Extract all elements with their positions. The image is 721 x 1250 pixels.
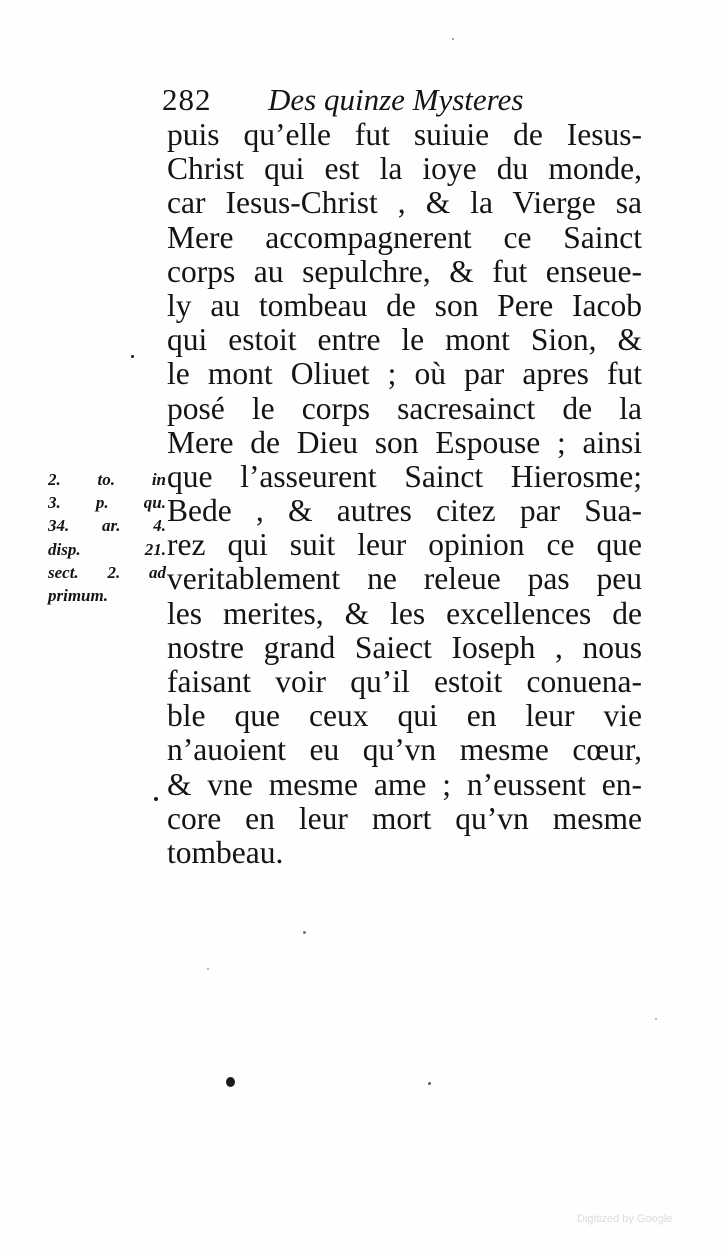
text-line: le mont Oliuet ; où par apres fut [167,356,642,392]
text-line: Christ qui est la ioye du monde, [167,151,642,187]
text-line: Mere accompagnerent ce Sainct [167,219,642,255]
ink-speck [226,1077,235,1087]
margin-note [48,468,166,607]
text-line: Bede , & autres citez par Sua- [167,493,642,529]
text-line: qui estoit entre le mont Sion, & [167,322,642,358]
ink-speck [655,1018,657,1020]
text-line: Mere de Dieu son Espouse ; ainsi [167,424,642,460]
ink-speck [452,38,454,40]
ink-speck [303,931,306,934]
text-line: faisant voir qu’il estoit conuena- [167,664,642,699]
margin-note-line: 3. p. qu. [48,493,166,513]
ink-speck [428,1082,431,1085]
text-line: rez qui suit leur opinion ce que [167,527,642,563]
text-line: nostre grand Saiect Ioseph , nous [167,629,642,665]
page-number: 282 [162,82,212,117]
text-line: veritablement ne releue pas peu [167,561,642,597]
ink-speck [131,355,134,358]
digitization-watermark: Digitized by Google [577,1213,673,1225]
ink-speck [207,968,209,970]
text-line-final: tombeau. [167,834,284,870]
text-line: que l’asseurent Sainct Hierosme; [167,458,642,494]
ink-speck [154,797,158,801]
running-head-title: Des quinze Mysteres [268,82,524,117]
running-head [162,78,642,122]
text-line: car Iesus-Christ , & la Vierge sa [167,185,642,221]
text-line: puis qu’elle fut suiuie de Iesus- [167,117,642,152]
text-line: n’auoient eu qu’vn mesme cœur, [167,732,642,768]
text-line: les merites, & les excellences de [167,595,642,631]
text-line: corps au sepulchre, & fut enseue- [167,253,642,289]
text-line: core en leur mort qu’vn mesme [167,800,642,836]
margin-note-line: sect. 2. ad [48,562,166,582]
margin-note-line: disp. 21. [48,539,166,559]
margin-note-line: 34. ar. 4. [48,516,166,536]
text-line: ly au tombeau de son Pere Iacob [167,287,642,323]
text-line: & vne mesme ame ; n’eussent en- [167,766,642,802]
text-line: ble que ceux qui en leur vie [167,698,642,734]
margin-note-line: primum. [48,585,108,605]
margin-note-line: 2. to. in [48,470,166,489]
body-text [167,118,642,870]
text-line: posé le corps sacresainct de la [167,390,642,426]
